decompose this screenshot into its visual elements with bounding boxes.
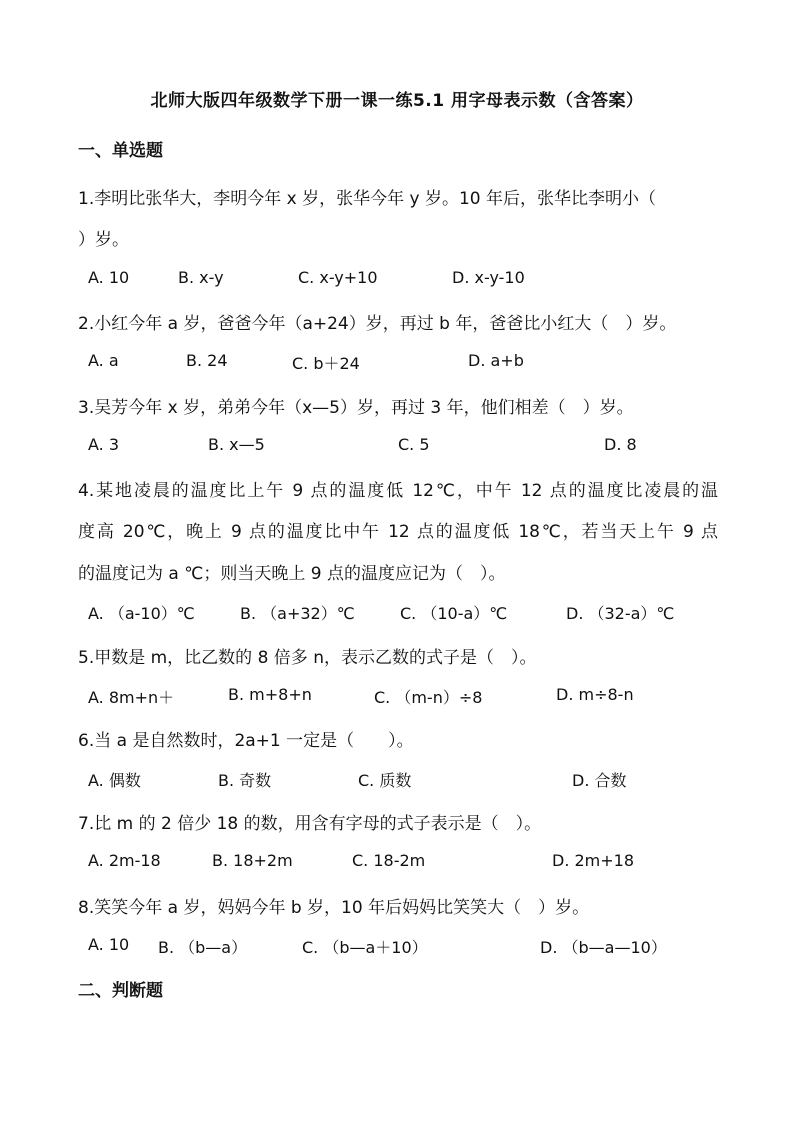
- question-4-option-a[interactable]: A. （a-10）℃: [88, 604, 195, 623]
- question-7-option-d[interactable]: D. 2m+18: [552, 851, 635, 870]
- question-3-option-a[interactable]: A. 3: [88, 435, 120, 454]
- question-5-option-c[interactable]: C. （m-n）÷8: [374, 688, 483, 707]
- question-8-option-c[interactable]: C. （b—a＋10）: [302, 938, 428, 957]
- question-4-option-d[interactable]: D. （32-a）℃: [566, 604, 675, 623]
- question-8-options: [88, 935, 728, 959]
- question-1-text-line-2: ）岁。: [78, 230, 129, 250]
- question-7-option-b[interactable]: B. 18+2m: [212, 851, 293, 870]
- question-3-text: 3.吴芳今年 x 岁，弟弟今年（x—5）岁，再过 3 年，他们相差（ ）岁。: [78, 398, 634, 418]
- question-4-option-c[interactable]: C. （10-a）℃: [400, 604, 508, 623]
- question-4-text-line-2: 度高 20℃，晚上 9 点的温度比中午 12 点的温度低 18℃，若当天上午 9 点: [78, 522, 718, 542]
- question-5-option-b[interactable]: B. m+8+n: [228, 685, 312, 704]
- question-3-option-d[interactable]: D. 8: [604, 435, 637, 454]
- question-5-option-a[interactable]: A. 8m+n＋: [88, 688, 175, 707]
- question-7-options: [88, 851, 728, 875]
- question-1-option-d[interactable]: D. x-y-10: [452, 268, 525, 287]
- question-7-option-a[interactable]: A. 2m-18: [88, 851, 161, 870]
- question-5-text: 5.甲数是 m，比乙数的 8 倍多 n，表示乙数的式子是（ ）。: [78, 648, 537, 668]
- question-6-option-a[interactable]: A. 偶数: [88, 771, 141, 790]
- question-1-option-c[interactable]: C. x-y+10: [298, 268, 378, 287]
- question-6-option-c[interactable]: C. 质数: [358, 771, 412, 790]
- question-4-options: [88, 601, 728, 625]
- question-6-option-d[interactable]: D. 合数: [572, 771, 627, 790]
- question-6-option-b[interactable]: B. 奇数: [218, 771, 272, 790]
- question-8-option-d[interactable]: D. （b—a—10）: [540, 938, 667, 957]
- section-heading-single-choice: 一、单选题: [78, 141, 163, 161]
- question-2-option-b[interactable]: B. 24: [186, 351, 228, 370]
- question-5-options: [88, 685, 728, 709]
- document-title: 北师大版四年级数学下册一课一练5.1 用字母表示数（含答案）: [150, 91, 644, 111]
- question-2-option-a[interactable]: A. a: [88, 351, 119, 370]
- question-6-options: [88, 768, 728, 792]
- question-5-option-d[interactable]: D. m÷8-n: [556, 685, 634, 704]
- question-1-text-line-1: 1.李明比张华大，李明今年 x 岁，张华今年 y 岁。10 年后，张华比李明小（: [78, 189, 656, 209]
- section-heading-true-false: 二、判断题: [78, 981, 163, 1001]
- question-1-option-b[interactable]: B. x-y: [178, 268, 224, 287]
- question-4-text-line-1: 4.某地凌晨的温度比上午 9 点的温度低 12℃，中午 12 点的温度比凌晨的温: [78, 481, 718, 501]
- question-2-text: 2.小红今年 a 岁，爸爸今年（a+24）岁，再过 b 年，爸爸比小红大（ ）岁。: [78, 314, 677, 334]
- question-4-option-b[interactable]: B. （a+32）℃: [240, 604, 355, 623]
- question-8-option-a[interactable]: A. 10: [88, 935, 130, 954]
- question-8-text: 8.笑笑今年 a 岁，妈妈今年 b 岁，10 年后妈妈比笑笑大（ ）岁。: [78, 898, 590, 918]
- question-2-option-d[interactable]: D. a+b: [468, 351, 524, 370]
- question-3-option-c[interactable]: C. 5: [398, 435, 430, 454]
- question-2-options: [88, 351, 728, 375]
- question-1-options: [88, 268, 728, 292]
- question-2-option-c[interactable]: C. b＋24: [292, 354, 360, 373]
- question-8-option-b[interactable]: B. （b—a）: [158, 938, 248, 957]
- question-7-option-c[interactable]: C. 18-2m: [352, 851, 426, 870]
- question-6-text: 6.当 a 是自然数时，2a+1 一定是（ ）。: [78, 731, 414, 751]
- question-3-option-b[interactable]: B. x—5: [208, 435, 265, 454]
- question-1-option-a[interactable]: A. 10: [88, 268, 130, 287]
- question-7-text: 7.比 m 的 2 倍少 18 的数，用含有字母的式子表示是（ ）。: [78, 814, 542, 834]
- question-3-options: [88, 435, 728, 459]
- question-4-text-line-3: 的温度记为 a ℃；则当天晚上 9 点的温度应记为（ ）。: [78, 564, 506, 584]
